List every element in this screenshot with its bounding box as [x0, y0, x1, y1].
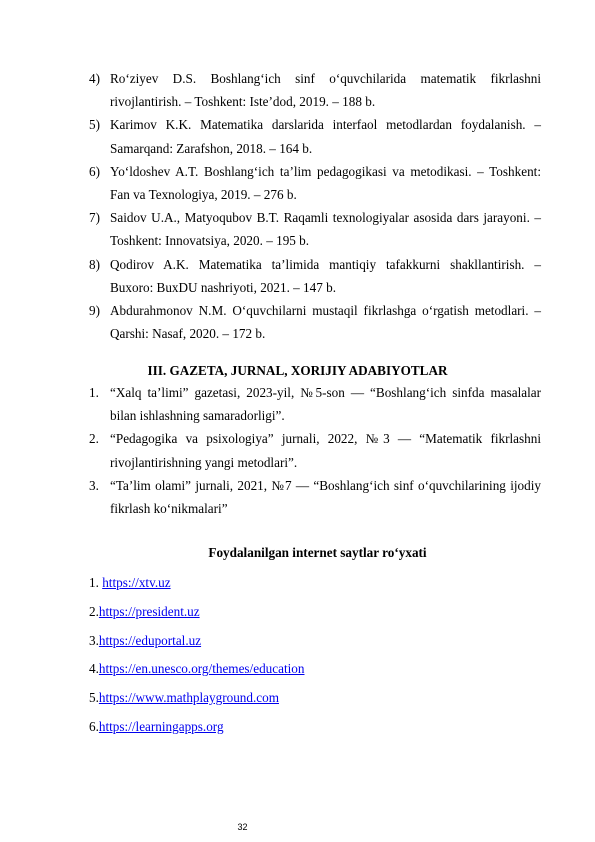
item-number: 3.: [89, 477, 99, 493]
section-heading: III. GAZETA, JURNAL, XORIJIY ADABIYOTLAR: [147, 363, 448, 378]
item-number: 2.: [89, 431, 99, 447]
list-item: [89, 381, 541, 427]
list-item: [89, 113, 541, 159]
link-number: 4.: [89, 661, 99, 677]
list-item: [89, 299, 541, 345]
item-text: Ro‘ziyev D.S. Boshlang‘ich sinf o‘quvchilarida matematik fikrlashni rivojlantirish. – Toshkent: Iste’dod, 2019. – 188 b.: [110, 71, 541, 110]
link-mathplayground[interactable]: https://www.mathplayground.com: [98, 690, 279, 706]
link-item: [89, 598, 304, 627]
link-item: [89, 684, 304, 713]
item-text: Abdurahmonov N.M. O‘quvchilarni mustaqil fikrlashga o‘rgatish metodlari. – Qarshi: Nasaf, 2020. – 172 b.: [110, 303, 541, 342]
list-item: [89, 206, 541, 252]
item-number: 4): [89, 71, 100, 86]
page-number: 32: [237, 822, 248, 832]
list-item: [89, 253, 541, 299]
link-unesco[interactable]: https://en.unesco.org/themes/education: [98, 661, 305, 677]
link-item: [89, 627, 304, 656]
link-item: [89, 569, 304, 598]
item-text: Saidov U.A., Matyoqubov B.T. Raqamli texnologiyalar asosida dars jarayoni. – Toshkent: Innovatsiya, 2020. – 195 b.: [110, 210, 541, 249]
item-number: 5): [89, 117, 100, 133]
link-xtv[interactable]: https://xtv.uz: [102, 575, 171, 590]
item-text: Qodirov A.K. Matematika ta’limida mantiqiy tafakkurni shakllantirish. – Buxoro: BuxDU nashriyoti, 2021. – 147 b.: [110, 256, 541, 295]
item-number: 7): [89, 210, 100, 226]
item-number: 8): [89, 256, 100, 272]
link-number: 5.: [89, 690, 99, 706]
link-number: 6.: [89, 718, 99, 734]
item-number: 1.: [89, 385, 99, 400]
link-item: [89, 713, 304, 742]
list-item: [89, 427, 541, 473]
link-item: [89, 655, 304, 684]
link-learningapps[interactable]: https://learningapps.org: [98, 718, 224, 734]
link-president[interactable]: https://president.uz: [98, 603, 200, 619]
item-text: Yo‘ldoshev A.T. Boshlang‘ich ta’lim pedagogikasi va metodikasi. – Toshkent: Fan va Texnologiya, 2019. – 276 b.: [110, 163, 541, 203]
item-text: “Ta’lim olami” jurnali, 2021, №7 — “Boshlang‘ich sinf o‘quvchilarining ijodiy fikrlash ko‘nikmalari”: [110, 477, 541, 517]
internet-heading: Foydalanilgan internet saytlar ro‘yxati: [208, 545, 427, 560]
item-text: “Xalq ta’limi” gazetasi, 2023-yil, №5-son — “Boshlang‘ich sinfda masalalar bilan ishlashning samaradorligi”.: [110, 385, 541, 424]
links-list: [89, 569, 304, 742]
item-text: “Pedagogika va psixologiya” jurnali, 2022, №3 — “Matematik fikrlashni rivojlantirishning yangi metodlari”.: [110, 431, 541, 470]
link-eduportal[interactable]: https://eduportal.uz: [98, 632, 202, 648]
references-list: [89, 67, 541, 345]
list-item: [89, 67, 541, 113]
link-number: 1.: [89, 575, 103, 590]
list-item: [89, 474, 541, 520]
periodicals-list: [89, 381, 541, 520]
link-number: 2.: [89, 603, 99, 619]
item-number: 6): [89, 163, 100, 179]
item-number: 9): [89, 303, 100, 319]
link-number: 3.: [89, 632, 99, 648]
item-text: Karimov K.K. Matematika darslarida interfaol metodlardan foydalanish. – Samarqand: Zarafshon, 2018. – 164 b.: [110, 117, 541, 156]
list-item: [89, 160, 541, 206]
